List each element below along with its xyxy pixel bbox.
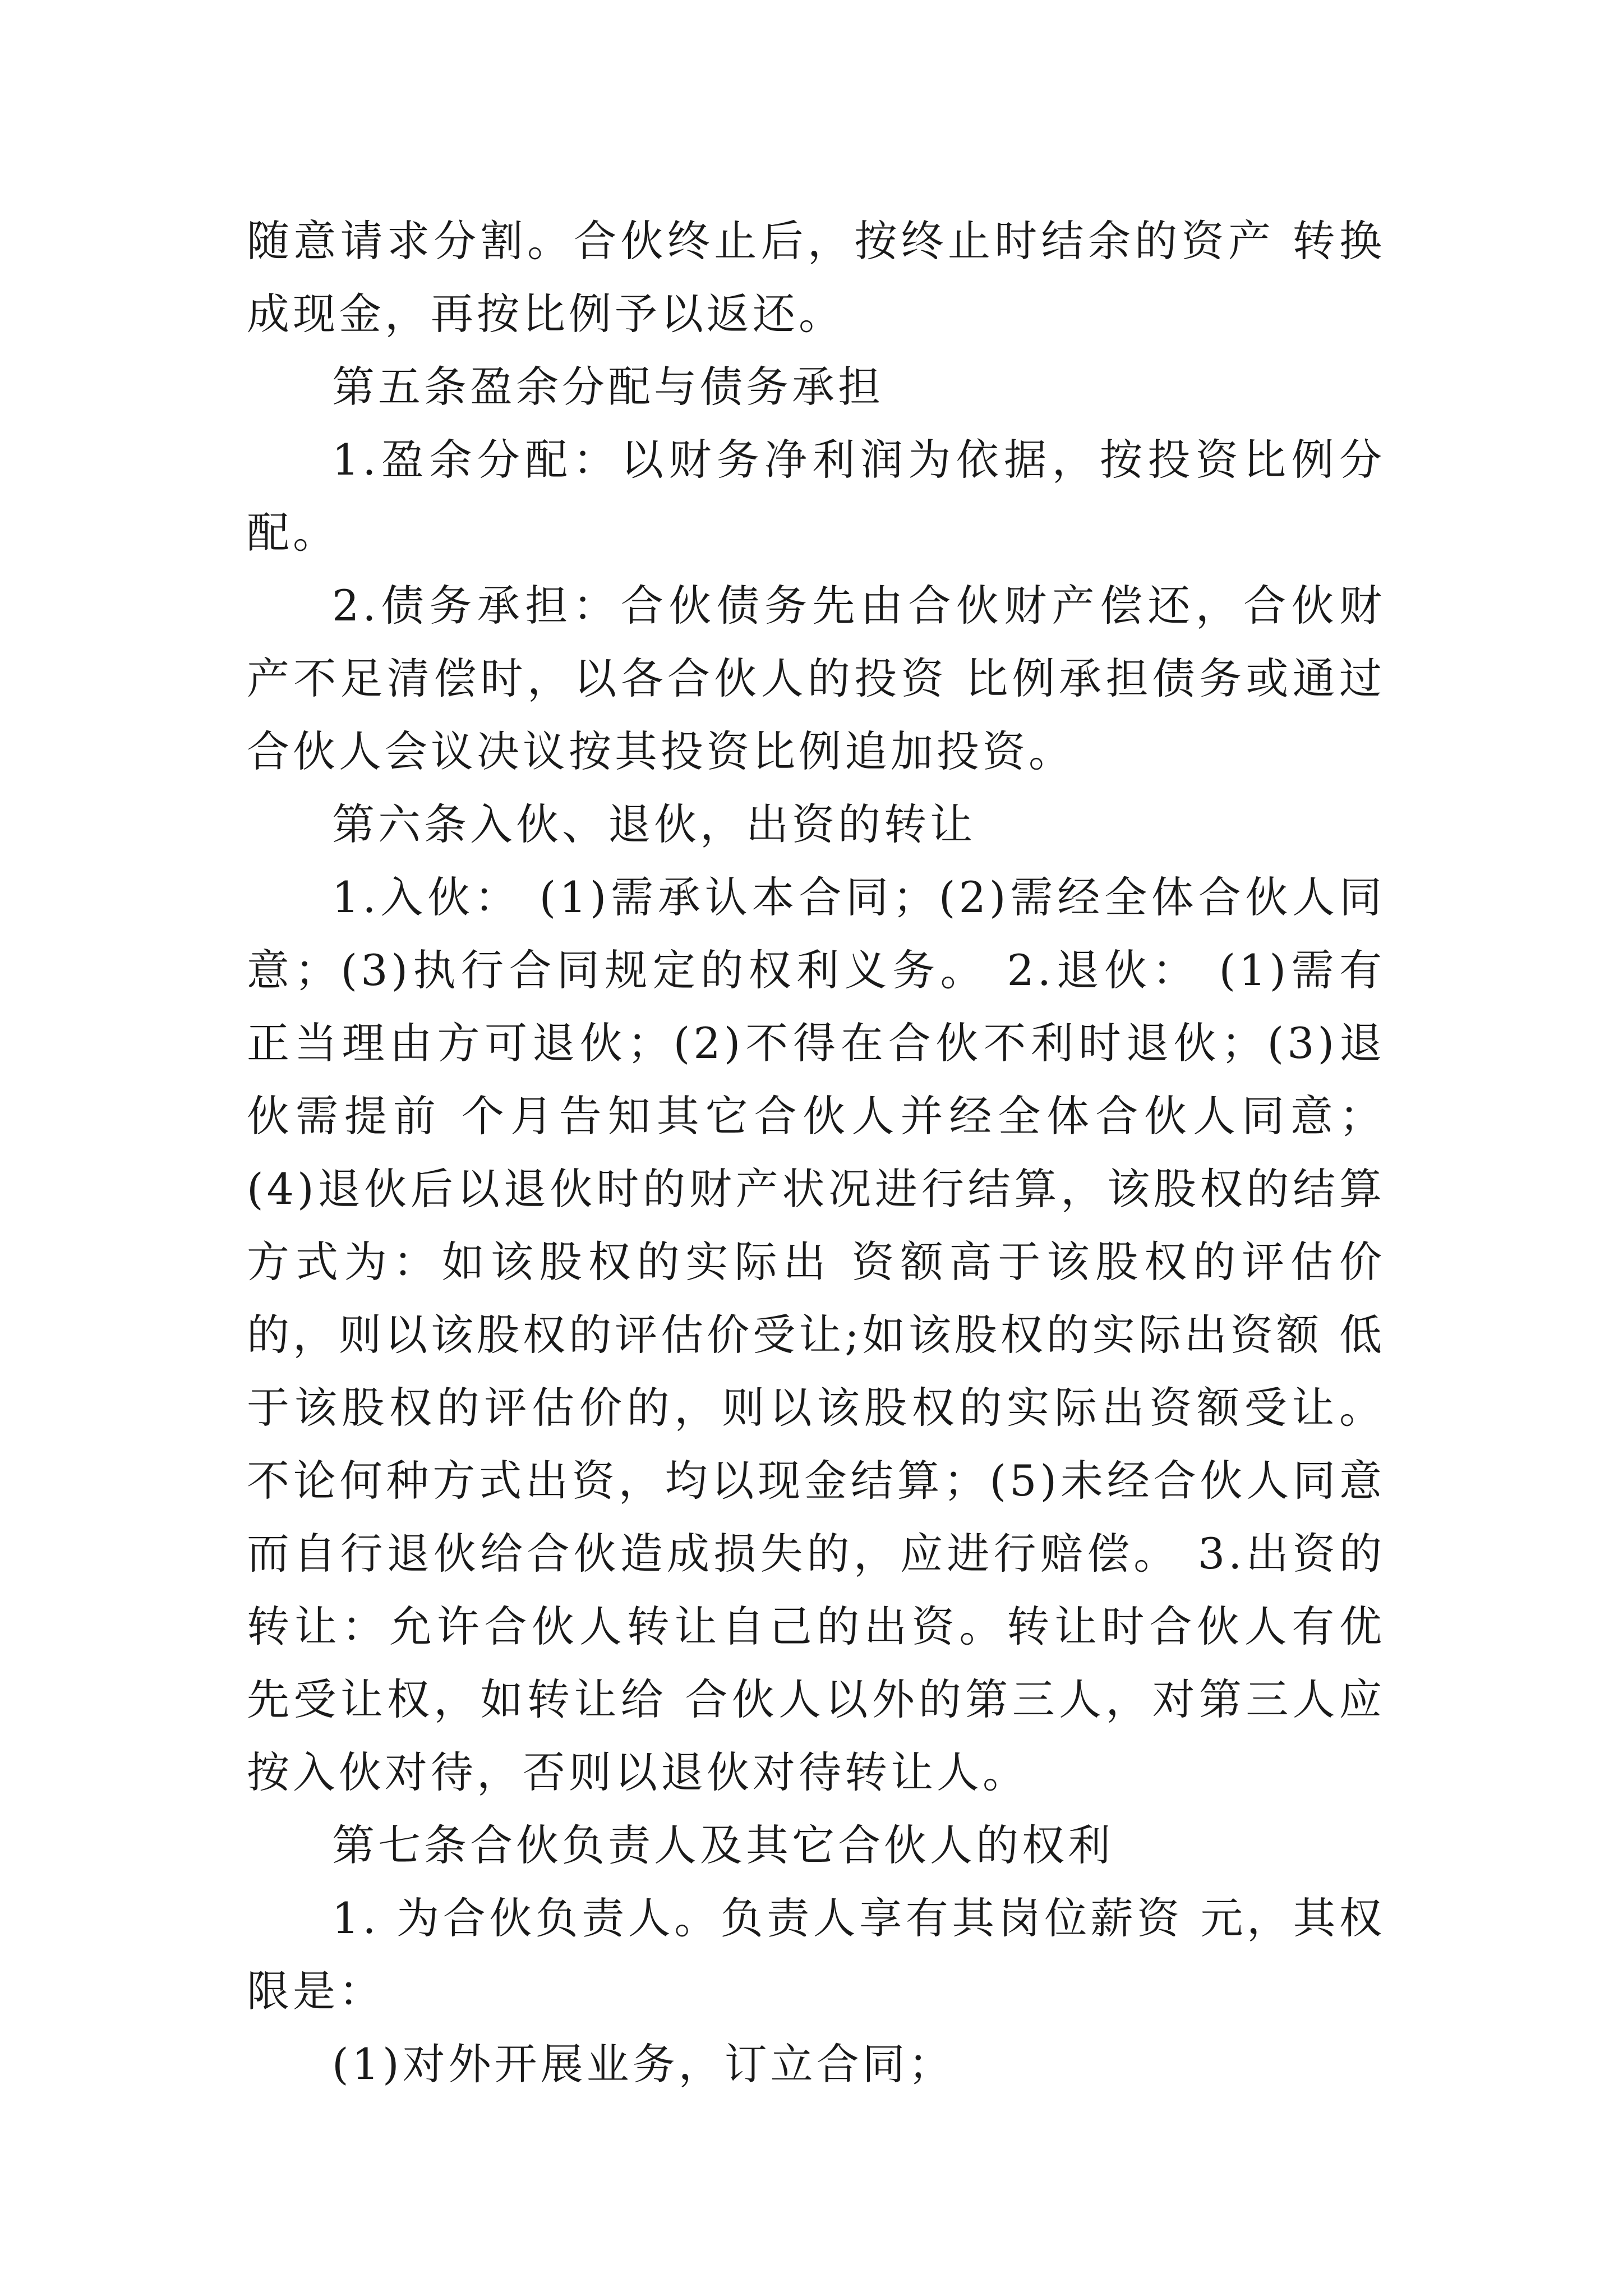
heading-article-6: 第六条入伙、退伙，出资的转让 [332,799,976,849]
paragraph-profit-distribution: 1.盈余分配：以财务净利润为依据，按投资比例分配。 [247,435,1385,558]
paragraph-asset-return: 随意请求分割。合伙终止后，按终止时结余的资产 转换成现金，再按比例予以返还。 [247,216,1385,339]
list-item-external-business: (1)对外开展业务，订立合同； [332,2039,955,2089]
paragraph-debt-bearing: 2.债务承担：合伙债务先由合伙财产偿还，合伙财产不足清偿时，以各合伙人的投资 比例承担债务或通过合伙人会议决议按其投资比例追加投资。 [247,581,1385,776]
heading-article-5: 第五条盈余分配与债务承担 [332,362,884,412]
heading-article-7: 第七条合伙负责人及其它合伙人的权利 [332,1820,1114,1870]
document-body [247,205,1385,2101]
paragraph-joining-withdrawal: 1.入伙： (1)需承认本合同；(2)需经全体合伙人同意；(3)执行合同规定的权利义务。 2.退伙： (1)需有正当理由方可退伙；(2)不得在合伙不利时退伙；(3)退伙需提前 个月告知其它合伙人并经全体合伙人同意；(4)退伙后以退伙时的财产状况进行结算，该股权的结算方式为：如该股权的实际出 资额高于该股权的评估价的，则以该股权的评估价受让;如该股权的实际出资额 低于该股权的评估价的，则以该股权的实际出资额受让。不论何种方式出资，均以现金结算；(5)未经合伙人同意而自行退伙给合伙造成损失的，应进行赔偿。 3.出资的转让：允许合伙人转让自己的出资。转让时合伙人有优先受让权，如转让给 合伙人以外的第三人，对第三人应按入伙对待，否则以退伙对待转让人。 [247,872,1385,1797]
paragraph-responsible-partner: 1. 为合伙负责人。负责人享有其岗位薪资 元，其权限是： [247,1893,1385,2016]
